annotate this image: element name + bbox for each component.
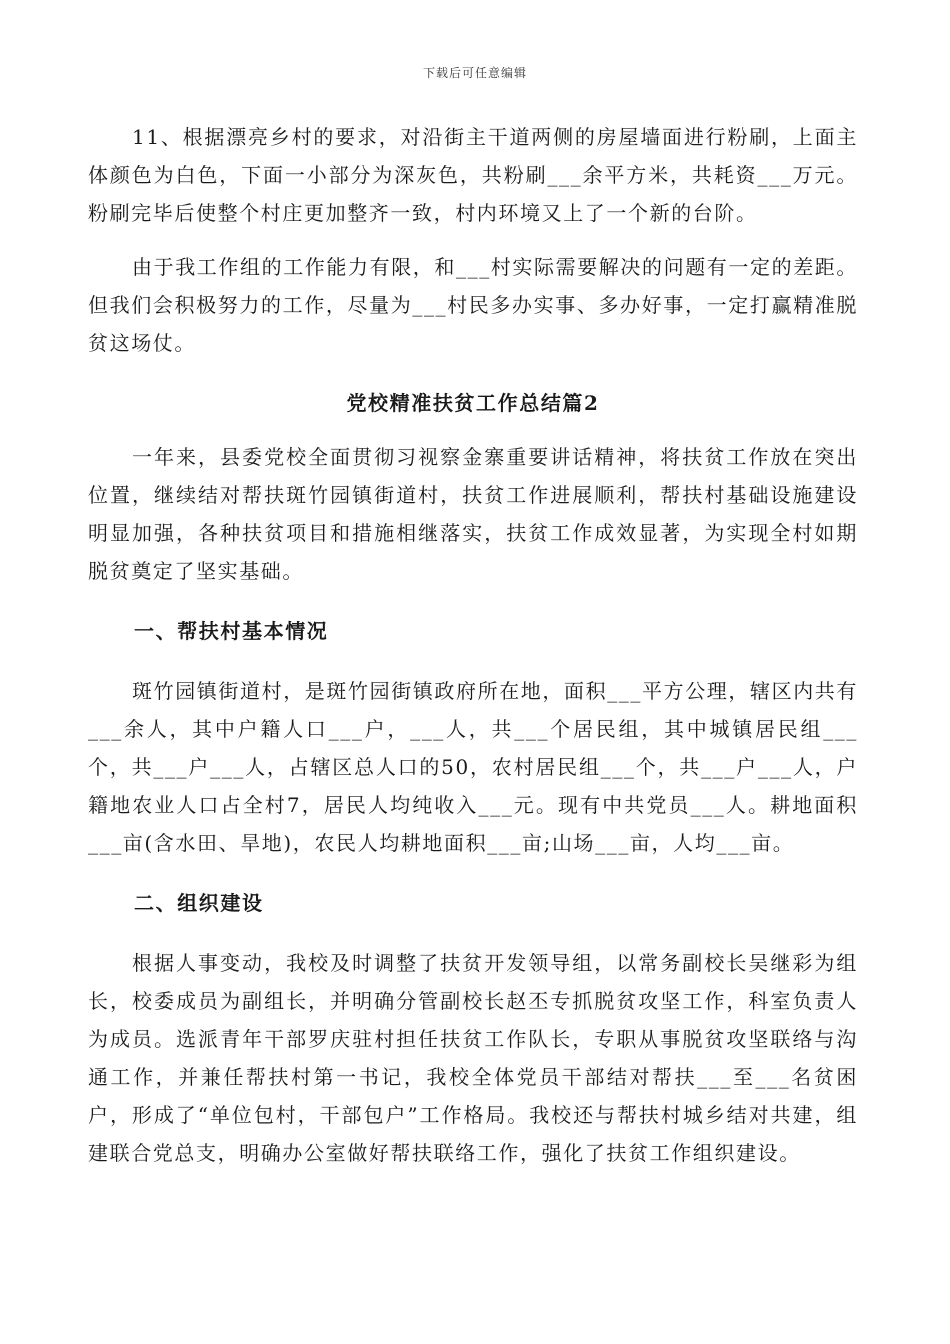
- header-note: 下载后可任意编辑: [422, 66, 527, 80]
- document-title: 党校精准扶贫工作总结篇2: [346, 391, 600, 415]
- paragraph-item-11: 11、根据漂亮乡村的要求，对沿街主干道两侧的房屋墙面进行粉刷，上面主体颜色为白色，下面一小部分为深灰色，共粉刷___余平方米，共耗资___万元。粉刷完毕后使整个村庄更加整齐一致，村内环境又上了一个新的台阶。: [88, 125, 858, 225]
- paragraph-closing: 由于我工作组的工作能力有限，和___村实际需要解决的问题有一定的差距。但我们会积极努力的工作，尽量为___村民多办实事、多办好事，一定打赢精准脱贫这场仗。: [88, 255, 858, 355]
- document-body: [88, 118, 858, 1172]
- paragraph-basic-info: 斑竹园镇街道村，是斑竹园街镇政府所在地，面积___平方公理，辖区内共有___余人，其中户籍人口___户，___人，共___个居民组，其中城镇居民组___个，共___户___人，占辖区总人口的50，农村居民组___个，共___户___人，户籍地农业人口占全村7，居民人均纯收入___元。现有中共党员___人。耕地面积___亩(含水田、旱地)，农民人均耕地面积___亩;山场___亩，人均___亩。: [88, 679, 858, 855]
- section-heading-organization: 二、组织建设: [134, 891, 264, 915]
- paragraph-intro: 一年来，县委党校全面贯彻习视察金寨重要讲话精神，将扶贫工作放在突出位置，继续结对帮扶斑竹园镇街道村，扶贫工作进展顺利，帮扶村基础设施建设明显加强，各种扶贫项目和措施相继落实，扶贫工作成效显著，为实现全村如期脱贫奠定了坚实基础。: [88, 445, 858, 583]
- paragraph-organization: 根据人事变动，我校及时调整了扶贫开发领导组，以常务副校长吴继彩为组长，校委成员为副组长，并明确分管副校长赵丕专抓脱贫攻坚工作，科室负责人为成员。选派青年干部罗庆驻村担任扶贫工作队长，专职从事脱贫攻坚联络与沟通工作，并兼任帮扶村第一书记，我校全体党员干部结对帮扶___至___名贫困户，形成了“单位包村，干部包户”工作格局。我校还与帮扶村城乡结对共建，组建联合党总支，明确办公室做好帮扶联络工作，强化了扶贫工作组织建设。: [88, 951, 858, 1165]
- section-heading-basic-info: 一、帮扶村基本情况: [134, 619, 329, 643]
